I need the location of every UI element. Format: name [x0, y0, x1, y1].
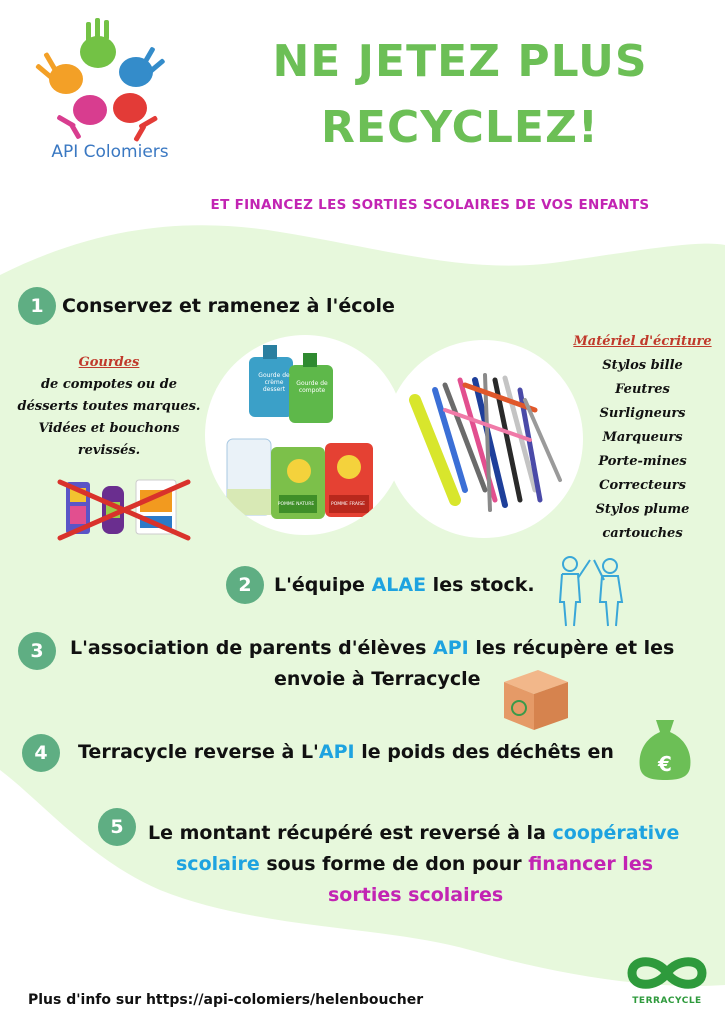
crossed-drinks-icon [56, 472, 196, 542]
gourdes-block [14, 352, 204, 462]
materiel-block [560, 330, 725, 546]
terracycle-logo-icon [624, 950, 710, 996]
materiel-item-3: Surligneurs [599, 406, 686, 421]
gourdes-line-1: de compotes ou de [40, 377, 178, 392]
materiel-item-5: Porte-mines [598, 454, 687, 469]
gourdes-line-3: Vidées et bouchons [38, 421, 180, 436]
step-3-line-2: envoie à Terracycle [274, 668, 481, 690]
pouch-label-fraise: POMME FRAISE [331, 502, 365, 507]
logo-text: API Colomiers [51, 142, 169, 162]
step-5-line-2: scolaire sous forme de don pour financer les [176, 853, 654, 875]
materiel-title: Matériel d'écriture [573, 334, 712, 349]
euro-icon: € [658, 752, 672, 776]
materiel-item-6: Correcteurs [599, 478, 686, 493]
subtitle: ET FINANCEZ LES SORTIES SCOLAIRES DE VOS ENFANTS [210, 197, 650, 213]
step-2-text: L'équipe ALAE les stock. [274, 574, 535, 596]
title-line-1: NE JETEZ PLUS [272, 36, 648, 87]
step-5-badge: 5 [98, 808, 136, 846]
footer-info-link[interactable]: Plus d'info sur https://api-colomiers/helenboucher [28, 992, 424, 1008]
gourdes-line-2: désserts toutes marques. [17, 399, 201, 414]
step-5-line-3: sorties scolaires [328, 884, 504, 906]
step-4-text: Terracycle reverse à L'API le poids des déchêts en [78, 741, 614, 763]
pouch-label-dessert: Gourde de crème dessert [258, 372, 290, 393]
pouch-label-compote: Gourde de compote [296, 380, 328, 394]
pouch-label-nature: POMME NATURE [277, 502, 315, 507]
materiel-item-7: Stylos plume [595, 502, 690, 517]
step-5-line-1: Le montant récupéré est reversé à la coopérative [148, 822, 680, 844]
materiel-item-1: Stylos bille [602, 358, 683, 373]
pens-image [385, 340, 583, 538]
step-2-badge: 2 [226, 566, 264, 604]
step-1-text: Conservez et ramenez à l'école [62, 295, 395, 317]
step-3-line-1: L'association de parents d'élèves API les récupère et les [70, 637, 675, 659]
materiel-item-2: Feutres [615, 382, 670, 397]
terracycle-label: TERRACYCLE [632, 996, 702, 1006]
materiel-item-4: Marqueurs [602, 430, 683, 445]
recycling-box-icon [498, 660, 572, 734]
step-1-badge: 1 [18, 287, 56, 325]
title-line-2: RECYCLEZ! [321, 102, 599, 153]
gourdes-line-4: revissés. [77, 443, 141, 458]
materiel-item-8: cartouches [602, 526, 683, 541]
step-5-text [148, 818, 718, 911]
step-3-badge: 3 [18, 632, 56, 670]
gourdes-title: Gourdes [78, 355, 140, 370]
step-4-badge: 4 [22, 734, 60, 772]
high-five-icon [552, 550, 632, 628]
